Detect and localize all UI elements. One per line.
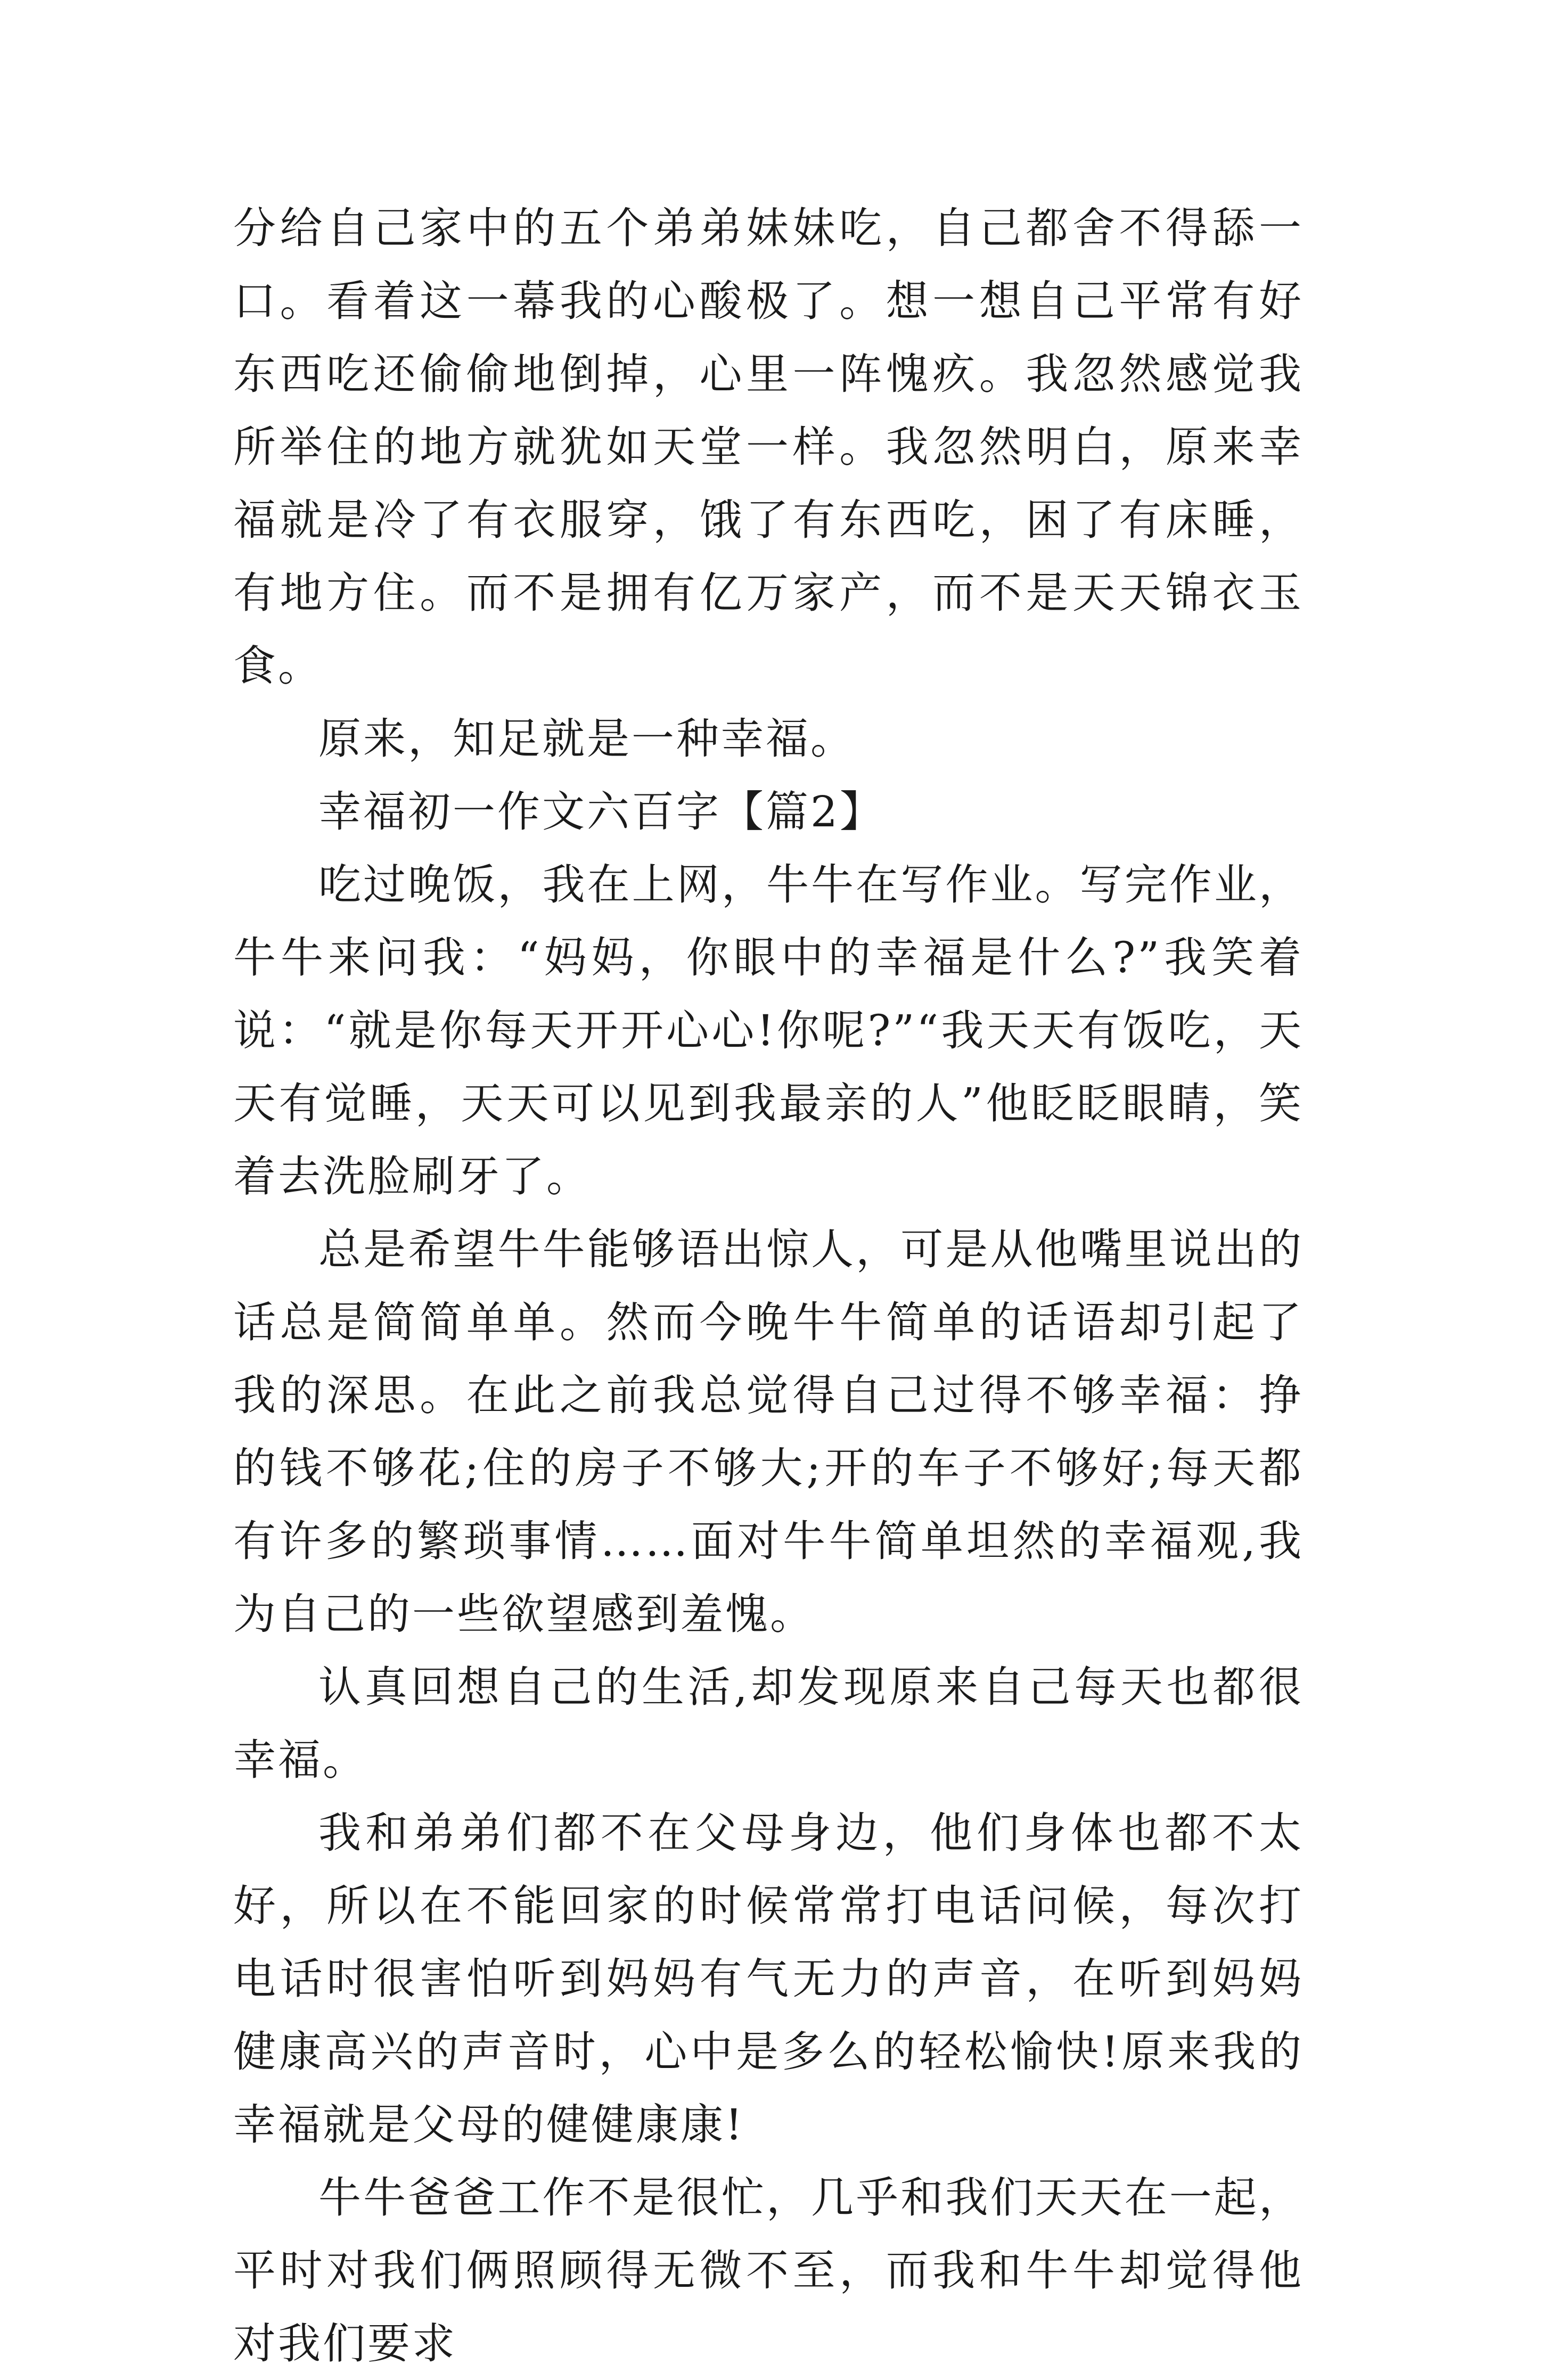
paragraph-father: 牛牛爸爸工作不是很忙，几乎和我们天天在一起，平时对我们俩照顾得无微不至，而我和牛牛却觉得他对我们要求 (233, 2173, 1304, 2368)
paragraph-parents: 我和弟弟们都不在父母身边，他们身体也都不太好，所以在不能回家的时候常常打电话问候，每次打电话时很害怕听到妈妈有气无力的声音，在听到妈妈健康高兴的声音时，心中是多么的轻松愉快!原来我的幸福就是父母的健健康康! (233, 1808, 1304, 2149)
section-heading: 幸福初一作文六百字【篇2】 (318, 787, 884, 836)
document-body (233, 192, 1304, 2380)
paragraph-reflection: 总是希望牛牛能够语出惊人，可是从他嘴里说出的话总是简简单单。然而今晚牛牛简单的话语却引起了我的深思。在此之前我总觉得自己过得不够幸福：挣的钱不够花;住的房子不够大;开的车子不够好;每天都有许多的繁琐事情……面对牛牛简单坦然的幸福观,我为自己的一些欲望感到羞愧。 (233, 1225, 1304, 1639)
paragraph-conclusion: 原来，知足就是一种幸福。 (318, 714, 855, 764)
paragraph-recall: 认真回想自己的生活,却发现原来自己每天也都很幸福。 (233, 1662, 1304, 1785)
paragraph-dinner-dialogue: 吃过晚饭，我在上网，牛牛在写作业。写完作业，牛牛来问我：“妈妈，你眼中的幸福是什么?”我笑着说：“就是你每天开开心心!你呢?”“我天天有饭吃，天天有觉睡，天天可以见到我最亲的人”他眨眨眼睛，笑着去洗脸刷牙了。 (233, 860, 1304, 1201)
paragraph-continuation: 分给自己家中的五个弟弟妹妹吃，自己都舍不得舔一口。看着这一幕我的心酸极了。想一想自己平常有好东西吃还偷偷地倒掉，心里一阵愧疚。我忽然感觉我所举住的地方就犹如天堂一样。我忽然明白，原来幸福就是冷了有衣服穿，饿了有东西吃，困了有床睡，有地方住。而不是拥有亿万家产，而不是天天锦衣玉食。 (233, 203, 1304, 691)
